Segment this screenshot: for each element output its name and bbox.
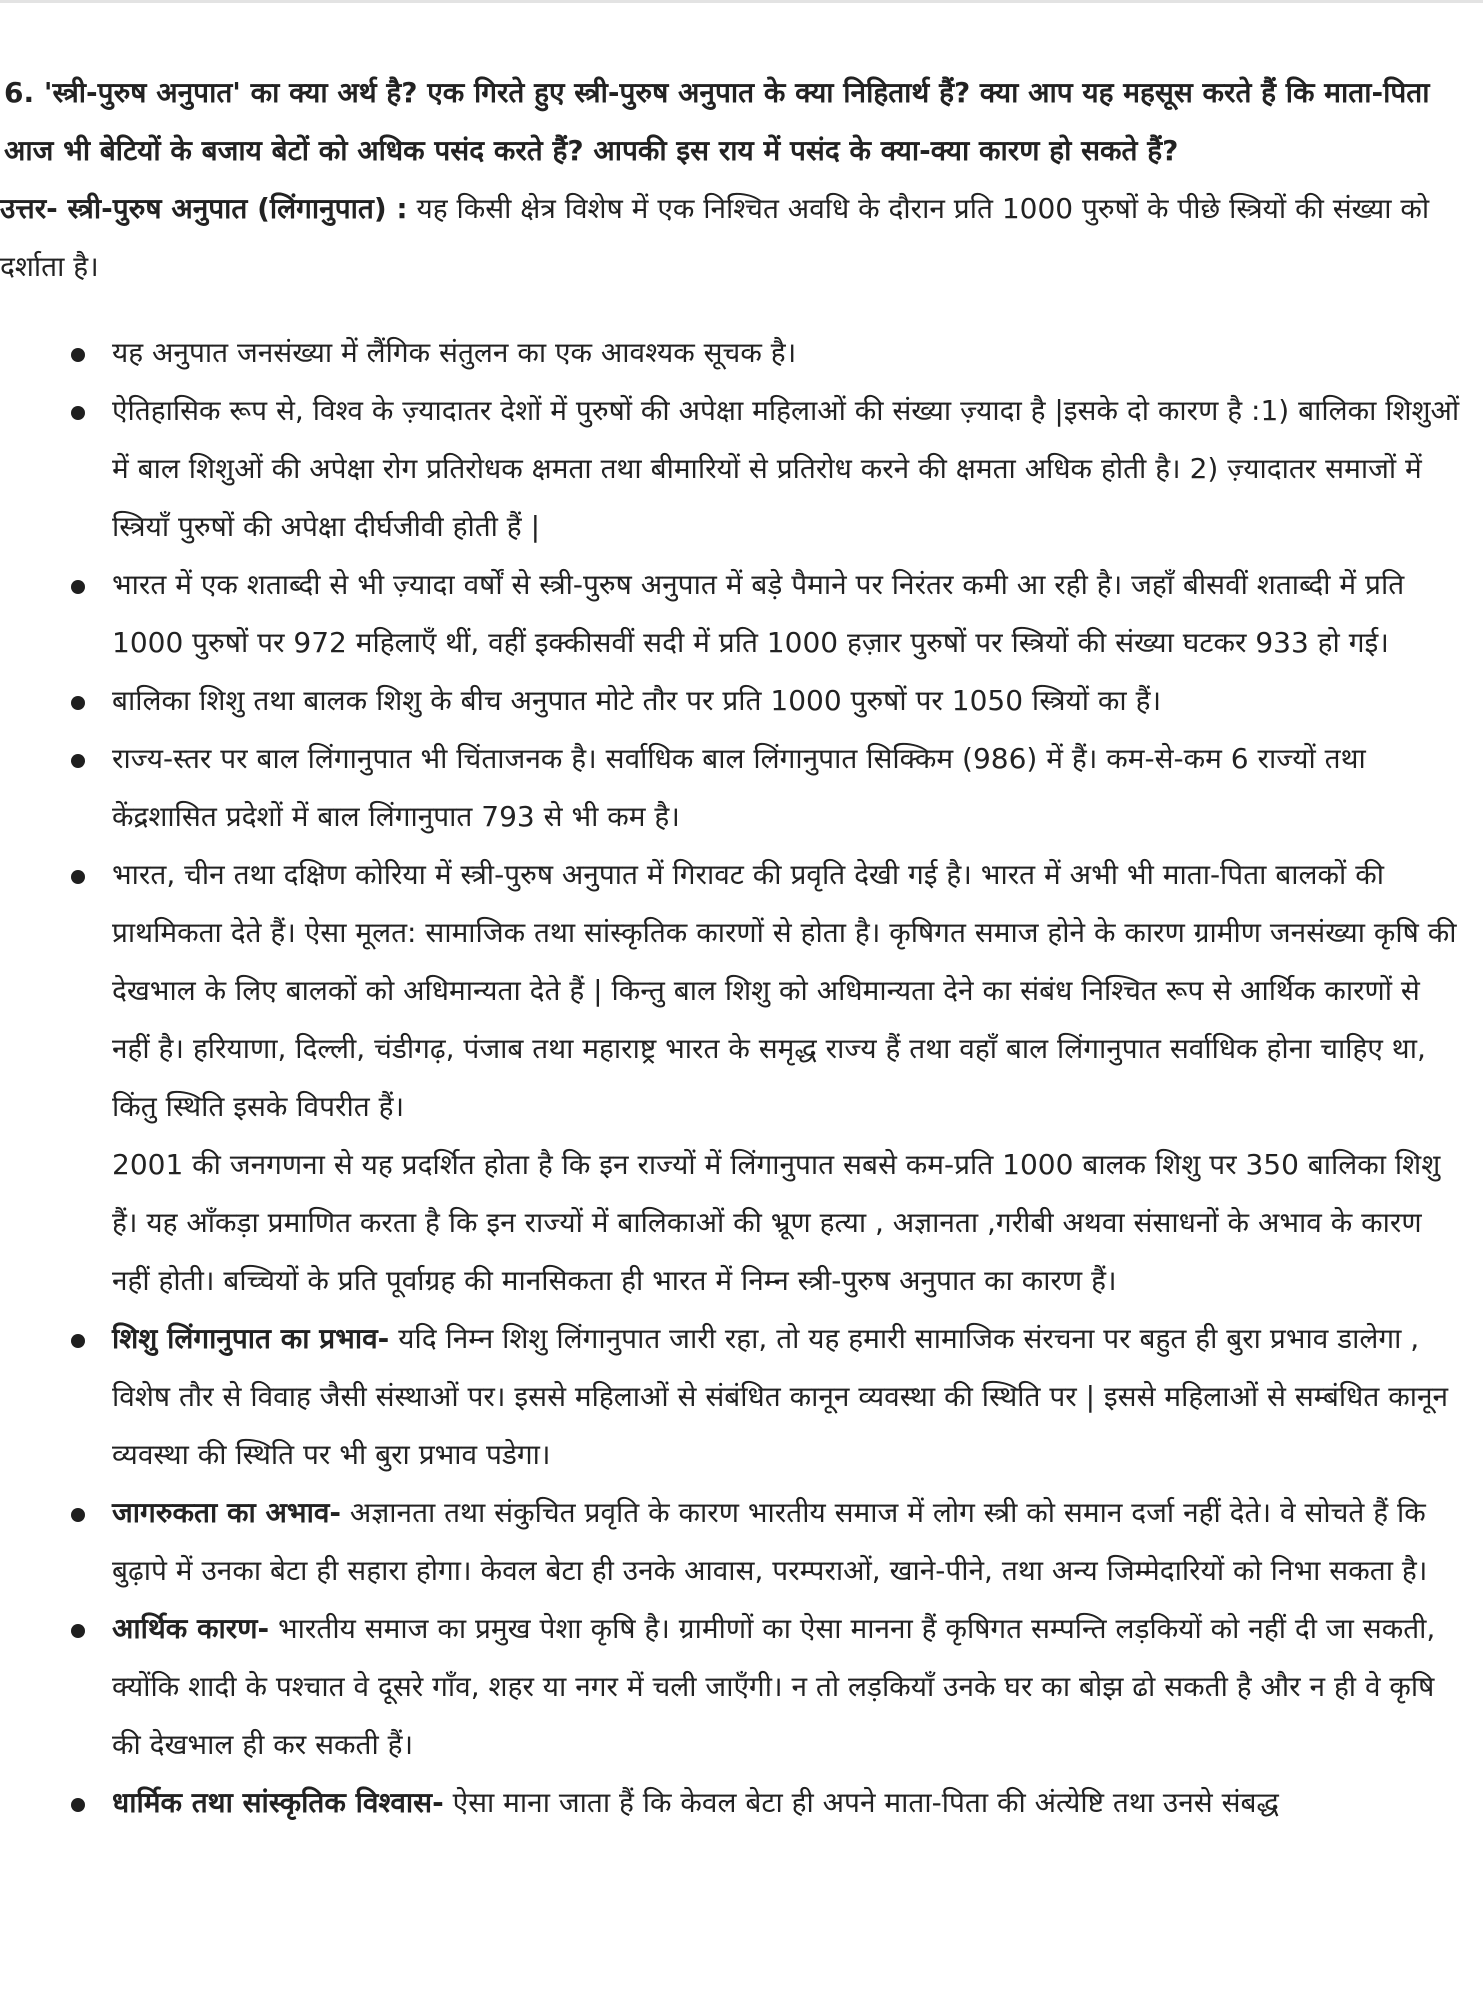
point-text: बालिका शिशु तथा बालक शिशु के बीच अनुपात मोटे तौर पर प्रति 1000 पुरुषों पर 1050 स्त्रियों का हैं। — [112, 684, 1162, 717]
bullet-icon — [71, 406, 85, 420]
bullet-icon — [71, 1334, 85, 1348]
list-item — [0, 672, 1483, 730]
bullet-icon — [71, 754, 85, 768]
question-text: 6. 'स्त्री-पुरुष अनुपात' का क्या अर्थ है? एक गिरते हुए स्त्री-पुरुष अनुपात के क्या निहितार्थ हैं? क्या आप यह महसूस करते हैं कि माता-पिता आज भी बेटियों के बजाय बेटों को अधिक पसंद करते हैं? आपकी इस राय में पसंद के क्या-क्या कारण हो सकते हैं? — [4, 76, 1430, 167]
answer-definition: यह किसी क्षेत्र विशेष में एक निश्चित अवधि के दौरान प्रति 1000 पुरुषों के पीछे स्त्रियों की संख्या को दर्शाता है। — [0, 192, 1430, 283]
bullet-icon — [71, 1798, 85, 1812]
bullet-icon — [71, 870, 85, 884]
point-body: भारतीय समाज का प्रमुख पेशा कृषि है। ग्रामीणों का ऐसा मानना हैं कृषिगत सम्पन्ति लड़कियों को नहीं दी जा सकती, क्योंकि शादी के पश्चात वे दूसरे गाँव, शहर या नगर में चली जाएँगी। न तो लड़कियाँ उनके घर का बोझ ढो सकती है और न ही वे कृषि की देखभाल ही कर सकती हैं। — [112, 1612, 1436, 1761]
top-divider — [0, 0, 1483, 3]
point-text: भारत में एक शताब्दी से भी ज़्यादा वर्षों से स्त्री-पुरुष अनुपात में बड़े पैमाने पर निरंतर कमी आ रही है। जहाँ बीसवीं शताब्दी में प्रति 1000 पुरुषों पर 972 महिलाएँ थीं, वहीं इक्कीसवीं सदी में प्रति 1000 हज़ार पुरुषों पर स्त्रियों की संख्या घटकर 933 हो गई। — [112, 568, 1405, 659]
bullet-icon — [71, 696, 85, 710]
point-text: यह अनुपात जनसंख्या में लैंगिक संतुलन का एक आवश्यक सूचक है। — [112, 336, 797, 369]
point-body: यदि निम्न शिशु लिंगानुपात जारी रहा, तो यह हमारी सामाजिक संरचना पर बहुत ही बुरा प्रभाव डालेगा , विशेष तौर से विवाह जैसी संस्थाओं पर। इससे महिलाओं से संबंधित कानून व्यवस्था की स्थिति पर | इससे महिलाओं से सम्बंधित कानून व्यवस्था की स्थिति पर भी बुरा प्रभाव पडेगा। — [112, 1322, 1449, 1471]
point-lead: धार्मिक तथा सांस्कृतिक विश्वास- — [112, 1786, 444, 1819]
point-body: अज्ञानता तथा संकुचित प्रवृति के कारण भारतीय समाज में लोग स्त्री को समान दर्जा नहीं देते। वे सोचते हैं कि बुढ़ापे में उनका बेटा ही सहारा होगा। केवल बेटा ही उनके आवास, परम्पराओं, खाने-पीने, तथा अन्य जिम्मेदारियों को निभा सकता है। — [112, 1496, 1428, 1587]
list-item — [0, 324, 1483, 382]
point-text — [112, 1484, 1465, 1600]
point-text — [112, 1774, 1465, 1832]
point-lead: शिशु लिंगानुपात का प्रभाव- — [112, 1322, 390, 1355]
point-text — [112, 1310, 1465, 1484]
point-continuation-text: 2001 की जनगणना से यह प्रदर्शित होता है कि इन राज्यों में लिंगानुपात सबसे कम-प्रति 1000 बालक शिशु पर 350 बालिका शिशु हैं। यह आँकड़ा प्रमाणित करता है कि इन राज्यों में बालिकाओं की भ्रूण हत्या , अज्ञानता ,गरीबी अथवा संसाधनों के अभाव के कारण नहीं होती। बच्चियों के प्रति पूर्वाग्रह की मानसिकता ही भारत में निम्न स्त्री-पुरुष अनुपात का कारण हैं। — [112, 1148, 1441, 1297]
answer-intro — [0, 180, 1483, 296]
point-text: राज्य-स्तर पर बाल लिंगानुपात भी चिंताजनक है। सर्वाधिक बाल लिंगानुपात सिक्किम (986) में हैं। कम-से-कम 6 राज्यों तथा केंद्रशासित प्रदेशों में बाल लिंगानुपात 793 से भी कम है। — [112, 742, 1366, 833]
point-text: भारत, चीन तथा दक्षिण कोरिया में स्त्री-पुरुष अनुपात में गिरावट की प्रवृति देखी गई है। भारत में अभी भी माता-पिता बालकों की प्राथमिकता देते हैं। ऐसा मूलत: सामाजिक तथा सांस्कृतिक कारणों से होता है। कृषिगत समाज होने के कारण ग्रामीण जनसंख्या कृषि की देखभाल के लिए बालकों को अधिमान्यता देते हैं | किन्तु बाल शिशु को अधिमान्यता देने का संबंध निश्चित रूप से आर्थिक कारणों से नहीं है। हरियाणा, दिल्ली, चंडीगढ़, पंजाब तथा महाराष्ट्र भारत के समृद्ध राज्य हैं तथा वहाँ बाल लिंगानुपात सर्वाधिक होना चाहिए था, किंतु स्थिति इसके विपरीत हैं। — [112, 858, 1457, 1123]
point-body: ऐसा माना जाता हैं कि केवल बेटा ही अपने माता-पिता की अंत्येष्टि तथा उनसे संबद्ध — [443, 1786, 1279, 1819]
list-item — [0, 730, 1483, 846]
list-item — [0, 1310, 1483, 1484]
point-lead: जागरुकता का अभाव- — [112, 1496, 342, 1529]
answer-points-list — [0, 324, 1483, 1832]
point-text: ऐतिहासिक रूप से, विश्व के ज़्यादातर देशों में पुरुषों की अपेक्षा महिलाओं की संख्या ज़्यादा है |इसके दो कारण है :1) बालिका शिशुओं में बाल शिशुओं की अपेक्षा रोग प्रतिरोधक क्षमता तथा बीमारियों से प्रतिरोध करने की क्षमता अधिक होती है। 2) ज़्यादातर समाजों में स्त्रियाँ पुरुषों की अपेक्षा दीर्घजीवी होती हैं | — [112, 394, 1460, 543]
bullet-icon — [71, 348, 85, 362]
list-item — [0, 556, 1483, 672]
answer-lead: उत्तर- स्त्री-पुरुष अनुपात (लिंगानुपात) : — [0, 192, 408, 225]
bullet-icon — [71, 580, 85, 594]
list-item — [0, 846, 1483, 1310]
point-text — [112, 1600, 1465, 1774]
point-lead: आर्थिक कारण- — [112, 1612, 270, 1645]
list-item — [0, 1484, 1483, 1600]
list-item — [0, 382, 1483, 556]
list-item — [0, 1600, 1483, 1774]
bullet-icon — [71, 1624, 85, 1638]
list-item — [0, 1774, 1483, 1832]
document-page — [0, 64, 1483, 1832]
bullet-icon — [71, 1508, 85, 1522]
